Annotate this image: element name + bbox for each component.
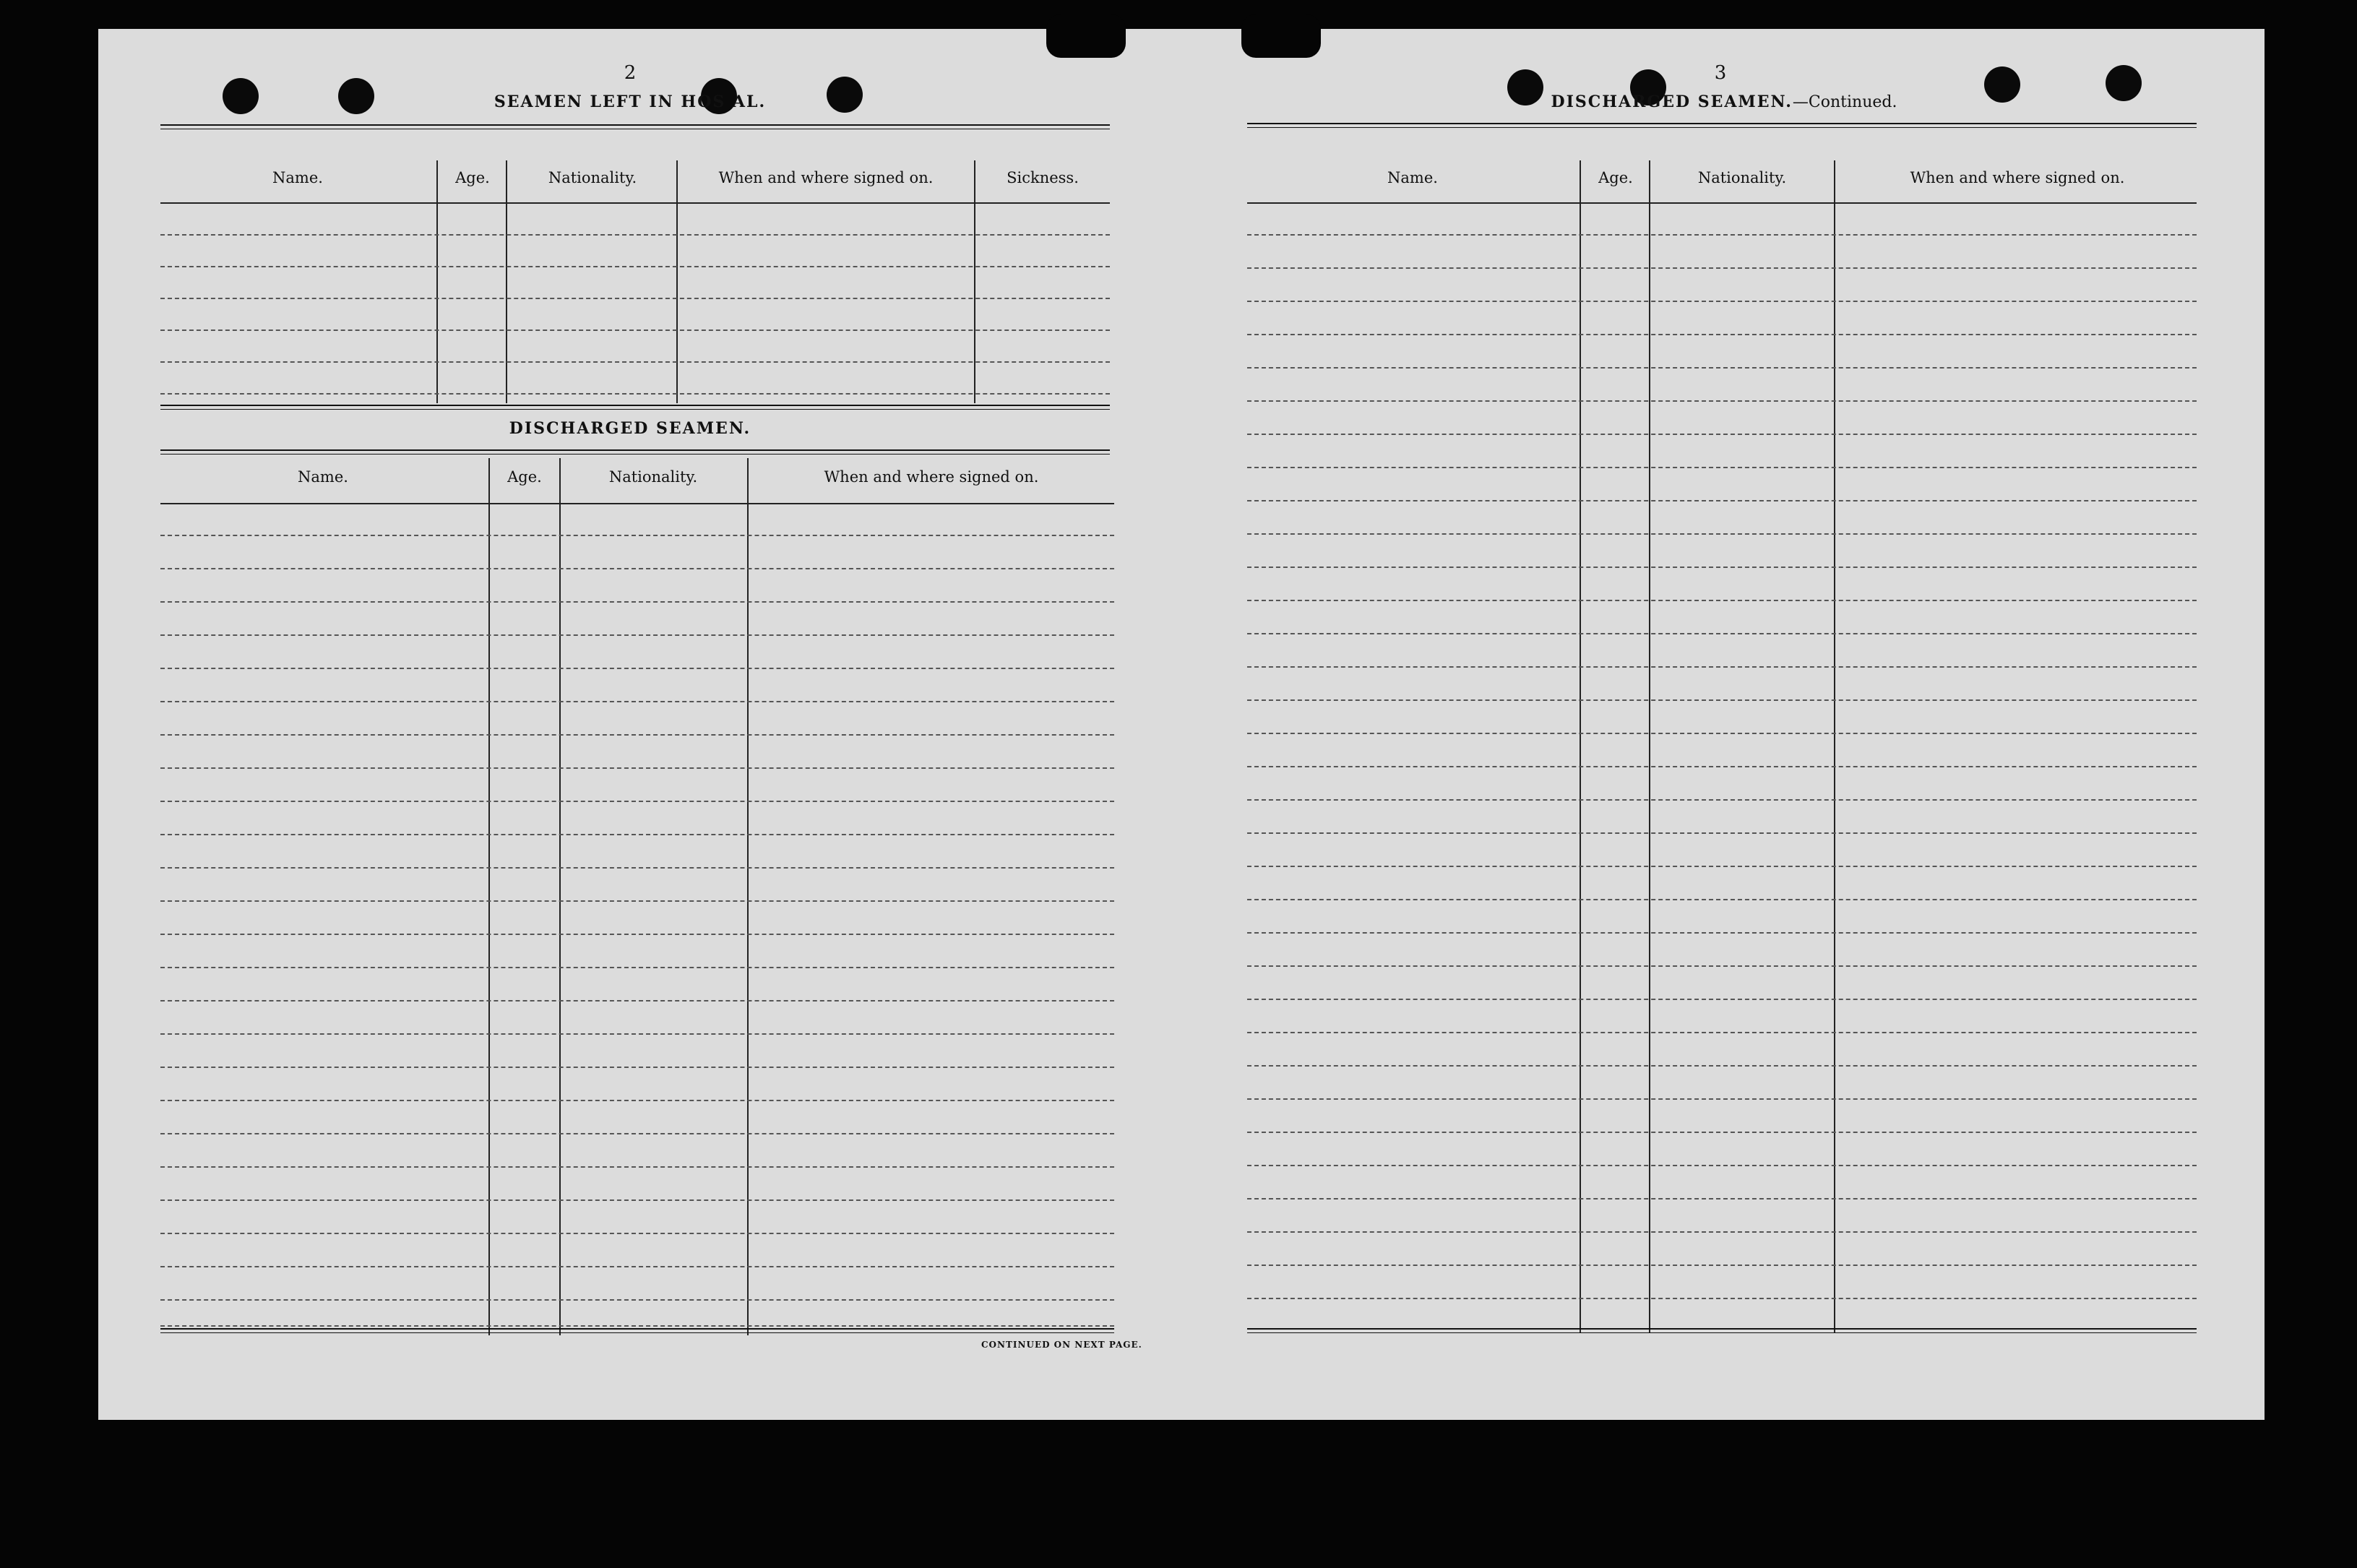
entry-line [1247,633,2197,634]
entry-line [160,701,1114,702]
entry-line [1247,733,2197,734]
column-header-signed-on: When and where signed on. [718,169,934,186]
title-main: DISCHARGED SEAMEN. [1551,92,1793,111]
title-continued: —Continued. [1792,93,1897,111]
entry-line [160,1199,1114,1201]
column-divider [1580,160,1581,1332]
hospital-table [160,130,1110,405]
header-underline [160,503,1114,504]
entry-line [160,298,1110,299]
entry-line [1247,1265,2197,1266]
column-header-age: Age. [1598,169,1633,186]
entry-line [1247,1298,2197,1299]
entry-line [160,934,1114,935]
column-header-nationality: Nationality. [608,468,698,486]
entry-line [1247,1032,2197,1033]
column-divider [436,160,438,403]
column-header-age: Age. [455,169,490,186]
column-header-name: Name. [298,468,348,486]
right-page [1247,29,2201,1402]
entry-line [160,535,1114,536]
entry-line [160,1325,1114,1327]
entry-line [1247,1065,2197,1067]
page-number: 3 [1714,62,1727,84]
entry-line [160,266,1110,267]
column-header-sickness: Sickness. [1007,169,1079,186]
entry-line [1247,467,2197,468]
entry-line [160,1166,1114,1168]
left-page [160,29,1142,1402]
entry-line [160,668,1114,669]
entry-line [160,634,1114,636]
entry-line [160,1299,1114,1301]
entry-line [160,967,1114,968]
entry-line [160,734,1114,736]
bottom-rule [160,1328,1114,1333]
entry-line [160,329,1110,331]
entry-line [1247,932,2197,934]
entry-line [1247,666,2197,668]
entry-line [1247,367,2197,369]
column-header-name: Name. [1387,169,1438,186]
header-rule [160,124,1110,129]
entry-line [1247,1198,2197,1199]
column-header-signed-on: When and where signed on. [1910,169,2125,186]
document-sheet [98,29,2265,1420]
column-divider [974,160,975,403]
column-header-nationality: Nationality. [1697,169,1787,186]
entry-line [160,393,1110,395]
entry-line [1247,434,2197,435]
entry-line [160,1266,1114,1267]
entry-line [160,1000,1114,1001]
column-divider [1834,160,1835,1332]
entry-line [160,900,1114,902]
continued-footer: CONTINUED ON NEXT PAGE. [981,1340,1142,1350]
entry-line [1247,267,2197,269]
page-number: 2 [624,62,637,84]
entry-line [1247,1231,2197,1233]
column-header-signed-on: When and where signed on. [824,468,1039,486]
header-rule [1247,123,2197,128]
entry-line [160,1100,1114,1101]
column-divider [747,458,749,1335]
entry-line [160,834,1114,835]
header-underline [1247,202,2197,204]
discharged-section-title: DISCHARGED SEAMEN. [509,419,751,438]
entry-line [160,601,1114,603]
column-header-name: Name. [272,169,323,186]
discharged-continued-table [1247,130,2201,1330]
column-header-age: Age. [507,468,542,486]
entry-line [160,1033,1114,1035]
entry-line [1247,234,2197,236]
entry-line [1247,699,2197,701]
entry-line [1247,766,2197,767]
entry-line [1247,1132,2197,1133]
entry-line [1247,1165,2197,1166]
column-divider [1649,160,1650,1332]
entry-line [160,1067,1114,1068]
entry-line [160,234,1110,236]
entry-line [1247,899,2197,900]
entry-line [160,801,1114,802]
discharged-table [160,452,1114,1334]
column-divider [559,458,561,1335]
entry-line [1247,334,2197,335]
column-divider [676,160,678,403]
entry-line [1247,533,2197,535]
entry-line [160,1233,1114,1234]
column-header-nationality: Nationality. [548,169,637,186]
hospital-section-title: SEAMEN LEFT IN HOS AL. [494,92,767,111]
entry-line [1247,301,2197,302]
entry-line [160,867,1114,869]
entry-line [160,361,1110,363]
entry-line [1247,567,2197,568]
entry-line [1247,400,2197,402]
entry-line [1247,866,2197,867]
entry-line [1247,500,2197,501]
entry-line [1247,832,2197,834]
entry-line [1247,600,2197,601]
entry-line [160,568,1114,569]
header-underline [160,202,1110,204]
entry-line [1247,965,2197,967]
entry-line [1247,999,2197,1000]
column-divider [506,160,507,403]
section-rule [160,405,1110,410]
entry-line [160,767,1114,769]
entry-line [1247,799,2197,801]
center-gap [1126,0,1241,29]
entry-line [1247,1098,2197,1100]
discharged-continued-title [1464,92,1984,111]
column-divider [488,458,490,1335]
entry-line [160,1133,1114,1134]
bottom-rule [1247,1328,2197,1333]
